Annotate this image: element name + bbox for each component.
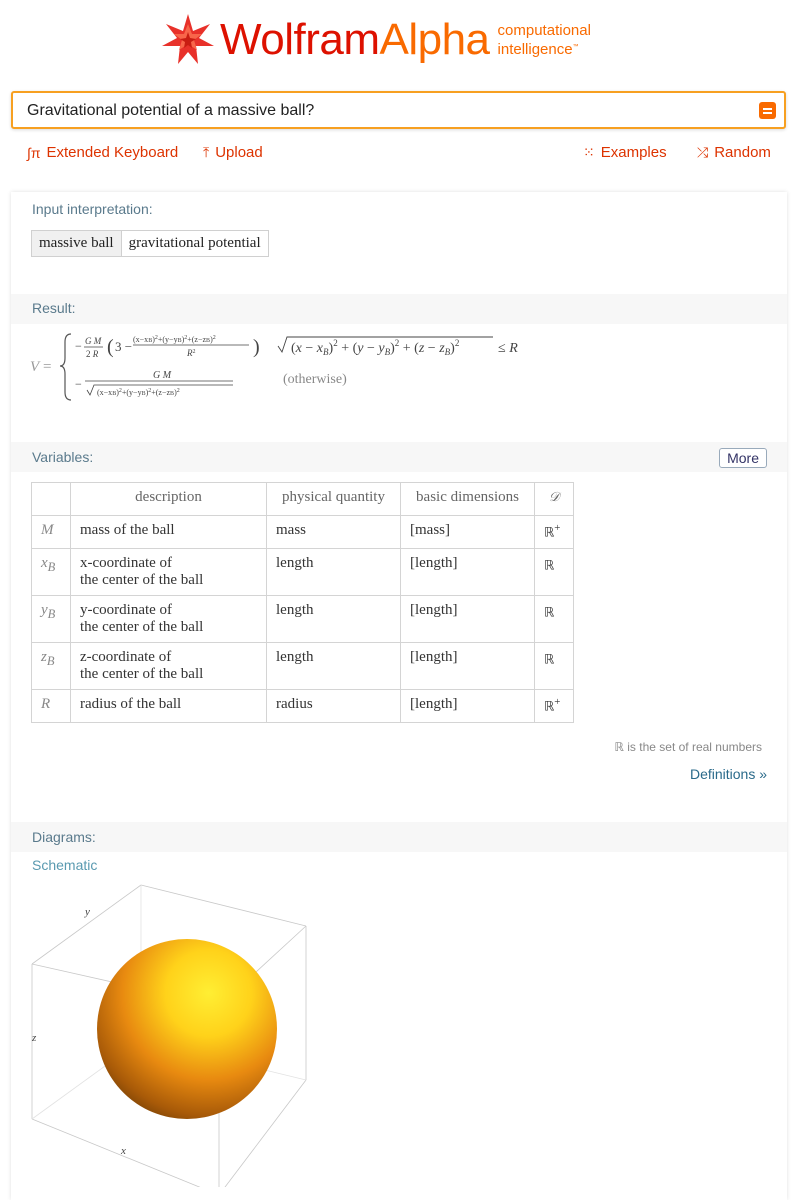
svg-text:(x−xB)2+(y−yB)2+(z−zB)2: $(x-xB)^2+(y-yB)^2+(z-zB)^2$ <box>133 335 216 344</box>
examples-link[interactable] <box>583 144 667 161</box>
pod-band-result <box>11 294 787 324</box>
svg-text:(: ( <box>107 336 114 358</box>
domain-symbol: ℝ <box>544 604 555 620</box>
symbol-sub: B <box>46 654 55 668</box>
row-domain <box>535 643 574 690</box>
desc-line1: y-coordinate of <box>80 602 173 618</box>
examples-label: Examples <box>600 144 667 161</box>
domain-symbol: ℝ <box>544 651 555 667</box>
row-basic-dimensions: [length] <box>401 643 535 690</box>
table-header-row <box>32 483 574 516</box>
domain-symbol: ℝ <box>544 557 555 573</box>
domain-sup: + <box>554 696 561 708</box>
table-row <box>32 690 574 723</box>
row-symbol <box>32 690 71 723</box>
desc-line1: mass of the ball <box>80 522 175 538</box>
svg-text:G M: G M <box>153 370 172 381</box>
upload-label: Upload <box>215 144 263 161</box>
desc-line1: radius of the ball <box>80 696 182 712</box>
row-description <box>71 596 267 643</box>
row-basic-dimensions: [length] <box>401 690 535 723</box>
tagline-line2: intelligence <box>497 41 573 58</box>
more-button[interactable]: More <box>719 448 767 468</box>
row-domain <box>535 596 574 643</box>
row-basic-dimensions: [length] <box>401 596 535 643</box>
symbol-main: x <box>41 555 48 571</box>
row-description <box>71 549 267 596</box>
axis-label-x: x <box>121 1145 126 1157</box>
pod-title-input: Input interpretation: <box>32 201 153 217</box>
table-row <box>32 549 574 596</box>
row-domain <box>535 549 574 596</box>
row-basic-dimensions: [length] <box>401 549 535 596</box>
table-row <box>32 596 574 643</box>
search-box[interactable] <box>11 91 786 129</box>
tagline-tm: ™ <box>572 44 579 50</box>
desc-line2: the center of the ball <box>80 619 204 635</box>
pod-band-variables <box>11 442 787 472</box>
input-interpretation <box>31 230 269 257</box>
tagline-line1: computational <box>497 22 591 39</box>
table-row <box>32 643 574 690</box>
desc-line1: z-coordinate of <box>80 649 172 665</box>
row-symbol <box>32 596 71 643</box>
otherwise-label: (otherwise) <box>283 372 347 387</box>
header-basic-dimensions: basic dimensions <box>401 483 535 516</box>
svg-text:): ) <box>253 336 260 358</box>
sphere-schematic <box>23 882 323 1187</box>
equals-icon-bar-top <box>763 108 772 110</box>
random-label: Random <box>714 144 771 161</box>
logo-wolfram: Wolfram <box>220 15 380 64</box>
domain-symbol: ℝ <box>544 524 555 540</box>
row-physical-quantity: length <box>267 643 401 690</box>
grid-dots-icon: ⁙ <box>583 144 595 160</box>
row-physical-quantity: length <box>267 549 401 596</box>
logo-wordmark <box>220 15 490 65</box>
math-keyboard-icon: ∫π <box>27 144 41 161</box>
desc-line2: the center of the ball <box>80 572 204 588</box>
row-description <box>71 643 267 690</box>
search-input[interactable] <box>25 101 729 121</box>
row-description <box>71 516 267 549</box>
symbol-sub: B <box>47 560 56 574</box>
pod-title-variables: Variables: <box>32 449 94 465</box>
upload-icon: ⤒ <box>203 144 210 160</box>
svg-text:−: − <box>75 339 82 353</box>
definitions-link[interactable]: Definitions » <box>689 766 767 782</box>
upload-link[interactable] <box>203 144 263 161</box>
symbol-main: M <box>41 522 54 538</box>
domain-symbol: ℝ <box>544 698 555 714</box>
header-physical-quantity: physical quantity <box>267 483 401 516</box>
symbol-main: R <box>41 696 51 712</box>
symbol-main: z <box>41 649 47 665</box>
equals-icon-bar-bottom <box>763 112 772 114</box>
symbol-main: y <box>41 602 48 618</box>
svg-text:(x−xB)2+(y−yB)2+(z−zB)2: $(x-xB)^2+(y-yB)^2+(z-zB)^2$ <box>97 388 180 397</box>
svg-text:V: V <box>30 359 40 375</box>
tagline-line2-wrap <box>498 39 591 58</box>
result-formula <box>27 328 547 408</box>
interp-key: massive ball <box>32 231 122 256</box>
desc-line2: the center of the ball <box>80 666 204 682</box>
svg-text:3 −: 3 − <box>115 339 133 354</box>
desc-line1: x-coordinate of <box>80 555 173 571</box>
header-description: description <box>71 483 267 516</box>
wolfram-alpha-logo[interactable] <box>160 10 591 70</box>
header-domain: 𝒟 <box>535 483 574 516</box>
svg-text:−: − <box>75 377 82 391</box>
extended-keyboard-link[interactable] <box>27 144 178 161</box>
extended-keyboard-label: Extended Keyboard <box>46 144 179 161</box>
logo-tagline <box>498 22 591 58</box>
pod-title-diagrams: Diagrams: <box>32 829 96 845</box>
row-symbol <box>32 549 71 596</box>
real-numbers-note: ℝ is the set of real numbers <box>614 740 762 754</box>
axis-label-y: y <box>85 906 90 918</box>
compute-button[interactable] <box>759 102 776 119</box>
row-physical-quantity: radius <box>267 690 401 723</box>
table-row <box>32 516 574 549</box>
results-panel <box>11 192 787 1200</box>
interp-value: gravitational potential <box>128 235 261 251</box>
random-link[interactable] <box>697 144 771 161</box>
ball-sphere <box>97 939 277 1119</box>
row-physical-quantity: mass <box>267 516 401 549</box>
row-basic-dimensions: [mass] <box>401 516 535 549</box>
svg-text:=: = <box>43 359 52 375</box>
domain-sup: + <box>554 522 561 534</box>
svg-text:G M: G M <box>85 336 102 346</box>
pod-title-result: Result: <box>32 300 76 316</box>
spikey-star-icon <box>160 12 216 68</box>
pod-band-diagrams <box>11 822 787 852</box>
svg-text:2 R: 2 R <box>86 349 99 359</box>
row-description <box>71 690 267 723</box>
row-domain <box>535 690 574 723</box>
logo-alpha: Alpha <box>379 15 490 64</box>
row-symbol <box>32 643 71 690</box>
symbol-sub: B <box>47 607 56 621</box>
row-physical-quantity: length <box>267 596 401 643</box>
axis-label-z: z <box>32 1032 37 1044</box>
variables-table <box>31 482 574 723</box>
svg-text:R2: $R^2$ <box>187 348 196 358</box>
svg-text:(x − xB)2 + (y − yB)2 + (z − z: $(x - x_B)^2 + (y - y_B)^2 + (z - z_B)^2$ <box>291 338 460 357</box>
schematic-label: Schematic <box>32 857 98 873</box>
row-domain <box>535 516 574 549</box>
shuffle-icon: ⤮ <box>697 144 709 160</box>
row-symbol <box>32 516 71 549</box>
header-symbol <box>32 483 71 516</box>
svg-text:≤ R: ≤ R <box>498 341 518 356</box>
